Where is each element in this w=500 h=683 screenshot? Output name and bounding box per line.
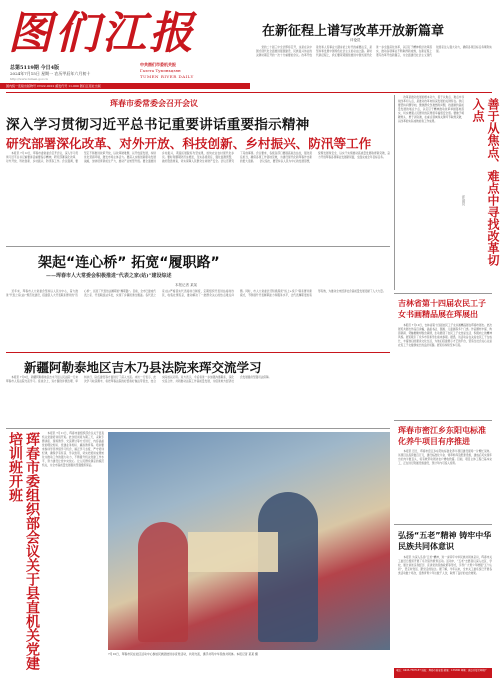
- feature-headline-2: 研究部署深化改革、对外开放、科技创新、乡村振兴、防汛等工作: [6, 136, 372, 151]
- right-column-rule: [394, 95, 395, 290]
- article5-body: 本报讯 7月11日，珲春市委组织部会议关于县直机关党建培训班开班。此次培训班为期三天，采取专题讲座、现场教学、交流研讨等方式进行，内容涵盖党的理论知识、党建业务知识、廉政教育等。培训要求参训学员珍惜学习机会，端正学习态度，严守培训纪律，确保学有所获、学以致用，切实把培训成果转化为推动工作的强大动力，不断提升机关党建工作水平，努力建设让党中央放心、让人民群众满意的模范机关，为全市高质量发展提供坚强组织保证。: [42, 432, 104, 467]
- top-article-author: 评论员: [350, 38, 361, 42]
- masthead-codes-text: 国内统一连续出版物号 CN22-0012 邮发代号 11-000 图们江报社出版: [6, 84, 101, 88]
- mid-divider: [6, 352, 390, 353]
- article3-headline: 吉林省第十四届农民工子女书画精品展在珲展出: [398, 299, 486, 319]
- masthead-codes: [0, 83, 250, 89]
- feature-kicker: 珲春市委常委会召开会议: [110, 99, 198, 108]
- article5-headline: 珲春市委组织部会议关于县直机关党建培训班开班: [7, 432, 40, 670]
- top-article-title: 在新征程上谱写改革开放新篇章: [262, 24, 445, 39]
- article2-headline: 架起“连心桥” 拓宽“履职路”: [38, 255, 220, 271]
- photo-banner: [188, 532, 278, 572]
- article2-body: 近年来，珲春市人大常委会坚持以人民为中心，着力推进“代表之家(站)”规范化建设，搭建起人大代表联系群众的“连心桥”，拓宽了代表依法履职的“履职路”。目前，全市已建成代表之家、代表联络站多处，实现了乡镇街道全覆盖。各代表之家(站)严格落实代表接待日制度，定期组织代表进站接待选民，收集社情民意，推动解决了一批群众关心的热点难点问题。同时，市人大常委会还积极探索“线上+线下”联系群众新模式，不断提升代表履职能力和服务水平，让代表履职更加有形有效，为推动全市经济社会高质量发展贡献了人大力量。: [6, 290, 386, 297]
- feature-body: 本报讯 7月12日，珲春市委常委会召开会议，深入学习贯彻习近平总书记重要讲话重要指示精神，研究部署深化改革、对外开放、科技创新、乡村振兴、防汛等工作。会议强调，要坚定不移推进改革开放，以改革破难题、以开放促发展，持续优化营商环境，激发市场主体活力。要深入实施创新驱动发展战略，加快培育新质生产力，推动产业转型升级。要全面推进乡村振兴，巩固拓展脱贫攻坚成果，加快农业农村现代化步伐。要时刻绷紧防汛这根弦，压实各级责任，强化监测预警，做好隐患排查，切实保障人民群众生命财产安全。会议还研究了其他事项。会议要求，各级各部门要提高政治站位，强化责任担当，确保各项工作落地见效，为建设现代化新珲春作出新的更大贡献。 会议指出，要坚持以人民为中心的发展思想，统筹发展和安全，以实干实绩推动高质量发展取得新突破，奋力开创珲春各项事业发展新局面，全面完成全年目标任务。: [6, 152, 390, 163]
- article4-headline: 新疆阿勒泰地区吉木乃县法院来珲交流学习: [24, 360, 262, 375]
- article4-body: 本报讯 7月9日，新疆阿勒泰地区吉木乃县人民法院一行来珲春市人民法院交流学习。座谈会上，双方围绕诉源治理、审判执行、队伍建设等方面进行了深入交流。来访一行表示，此次学习收获颇丰，将把珲春法院的好经验好做法带回去，结合实际加以运用。双方表示，今后将进一步加强沟通联系，深化交流合作，共同推动法院工作高质量发展，为促进地方经济社会发展提供坚强司法保障。: [6, 376, 272, 383]
- photo-figure-2: [138, 522, 188, 642]
- issue-number: 总第5119期 今日4版: [10, 65, 60, 71]
- feature-headline-1: 深入学习贯彻习近平总书记重要讲话重要指示精神: [6, 117, 310, 133]
- article6-rule: [394, 420, 492, 421]
- article4-divider: [6, 428, 390, 429]
- article3-body: 本报讯 7月10日，吉林省第十四届农民工子女书画精品展在珲春市展出。此次展览共展出作品百余幅，涵盖书法、国画、儿童画等多个门类。作品题材丰富、构思新颖、笔触稚嫩却饱含真情，生动展现了农民工子女热爱生活、积极向上的精神风貌。展览吸引了众多市民和学生前来参观。据悉，该活动旨在关爱农民工子女成长，丰富他们的课余文化生活，为他们搭建展示才艺的平台，营造全社会关心关爱农民工子女健康成长的良好氛围。展览将持续至本月底。: [398, 324, 492, 347]
- article7-body: 本报讯 为深入弘扬“五老”精神，进一步铸牢中华民族共同体意识，珲春市关工委近日组织开展了系列宣传教育活动。活动中，“五老”志愿者们深入社区、学校，通过讲述亲身经历、宣讲党的民族政策等形式，引导广大青少年增强“五个认同”，坚定听党话、跟党走的信念。据了解，今年以来，全市关工委系统已开展各类活动数十场次，受教育青少年达数千人次，取得了良好的社会效果。: [398, 556, 492, 575]
- top-divider: [6, 92, 492, 93]
- article2-byline: 本报记者 某某: [175, 283, 198, 287]
- right-column-body: 改革是推动发展的根本动力，善于从焦点、难点中寻找改革切入点，是推动改革向纵深发展的关键所在。我们要坚持问题导向，聚焦群众急难愁盼问题，找准制约高质量发展的堵点卡点，以钉钉子精神推动改革举措落地落实，切实增强人民群众的获得感幸福感安全感。要敢于啃硬骨头、勇于涉险滩，在重点领域和关键环节取得突破，以改革的实际成效检验工作成果。: [398, 96, 464, 123]
- article3-rule: [394, 293, 492, 294]
- footer-bar: [394, 668, 492, 678]
- article6-headline: 珲春市密江乡东阳屯标准化养牛项目有序推进: [398, 426, 486, 446]
- masthead-english: TUMEN RIVER DAILY: [140, 74, 194, 79]
- news-photo: [108, 432, 390, 650]
- article7-rule: [394, 524, 492, 525]
- right-column-headline: 善于从焦点、难点中寻找改革切入点: [471, 98, 500, 266]
- issue-date: 2024年7月15日 星期一 农历甲辰年六月初十: [10, 71, 91, 76]
- masthead-logo: 图们江报: [8, 8, 196, 59]
- article6-body: 本报讯 近日，珲春市密江乡东阳屯标准化养牛项目建设现场一片繁忙景象。该项目总投资数百万元，建设标准化牛舍、饲草料库及配套设施，建成后可实现年出栏肉牛数百头，将有效带动周边农户增收致富。目前，项目主体工程已基本完工，正在进行附属设施建设，预计年内可投入使用。: [398, 450, 492, 465]
- masthead-korean: Газета Тумэньцзян: [140, 68, 181, 73]
- article2-subhead: ——珲春市人大常委会积极推进“代表之家(站)”建设综述: [46, 273, 172, 279]
- feature-divider: [6, 246, 390, 247]
- photo-caption: 7月10日，珲春市民在社区活动中心参加民族团结进步宣传活动，共同交流，携手共筑中华民族共同体。本报记者 某某 摄: [108, 652, 258, 656]
- top-article-body: 党的二十届三中全会即将召开，这是在以中国式现代化全面推进强国建设、民族复兴伟业的关键时期召开的一次十分重要的会议。改革开放是党和人民事业大踏步赶上时代的重要法宝，是坚持和发展中国特色社会主义的必由之路。新时代新征程上，我们要紧紧围绕推进中国式现代化进一步全面深化改革，以钉钉子精神抓好改革落实，推动各项事业不断取得新成效，在新征程上谱写改革开放新篇章，为全面建设社会主义现代化国家注入强大动力，确保各项目标任务顺利实现。: [256, 46, 492, 57]
- footer-text: 电话：0433-7507187 地址：珲春市新安街 邮编：133300 印刷：延边日报社印刷厂: [396, 669, 488, 672]
- masthead-domain: http://www.tumen.gov.cn: [10, 77, 48, 81]
- masthead-subtitle: 中共图们市委机关报: [140, 62, 176, 67]
- article7-headline: 弘扬“五老”精神 铸牢中华民族共同体意识: [398, 531, 492, 551]
- right-column-byline: 评论员: [462, 195, 466, 206]
